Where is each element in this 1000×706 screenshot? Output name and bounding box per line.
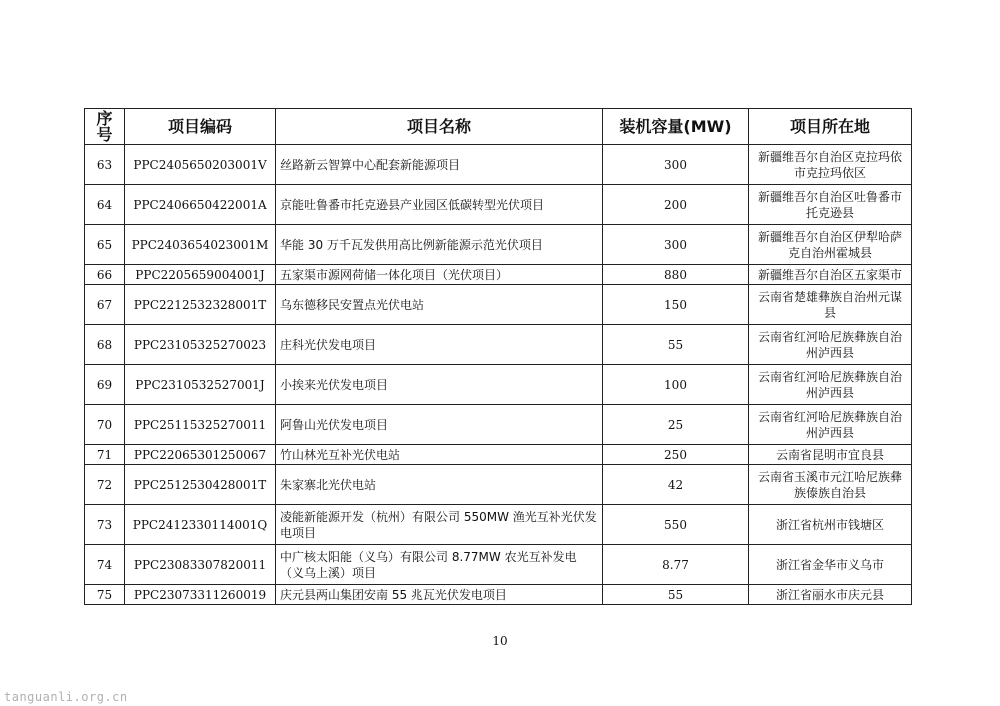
row-capacity: 300	[603, 145, 749, 185]
table-row	[85, 465, 912, 505]
project-table	[84, 108, 912, 605]
row-code: PPC23083307820011	[125, 545, 276, 585]
table-row	[85, 225, 912, 265]
row-name: 乌东德移民安置点光伏电站	[276, 285, 603, 325]
row-seq: 67	[85, 285, 125, 325]
row-location: 新疆维吾尔自治区五家渠市	[749, 265, 912, 285]
row-location: 云南省红河哈尼族彝族自治州泸西县	[749, 325, 912, 365]
row-name: 中广核太阳能（义乌）有限公司 8.77MW 农光互补发电（义乌上溪）项目	[276, 545, 603, 585]
row-name: 小挨来光伏发电项目	[276, 365, 603, 405]
table-row	[85, 585, 912, 605]
row-name: 阿鲁山光伏发电项目	[276, 405, 603, 445]
table-row	[85, 545, 912, 585]
row-code: PPC2310532527001J	[125, 365, 276, 405]
row-location: 新疆维吾尔自治区克拉玛依市克拉玛依区	[749, 145, 912, 185]
row-capacity: 100	[603, 365, 749, 405]
row-code: PPC2205659004001J	[125, 265, 276, 285]
row-capacity: 200	[603, 185, 749, 225]
row-code: PPC22065301250067	[125, 445, 276, 465]
row-seq: 63	[85, 145, 125, 185]
table-row	[85, 325, 912, 365]
row-name: 华能 30 万千瓦发供用高比例新能源示范光伏项目	[276, 225, 603, 265]
header-seq: 序号	[85, 109, 125, 145]
header-name: 项目名称	[276, 109, 603, 145]
row-seq: 66	[85, 265, 125, 285]
row-location: 浙江省杭州市钱塘区	[749, 505, 912, 545]
row-name: 五家渠市源网荷储一体化项目（光伏项目）	[276, 265, 603, 285]
row-code: PPC25115325270011	[125, 405, 276, 445]
watermark: tanguanli.org.cn	[4, 690, 128, 704]
row-capacity: 25	[603, 405, 749, 445]
header-code: 项目编码	[125, 109, 276, 145]
row-capacity: 880	[603, 265, 749, 285]
row-code: PPC2412330114001Q	[125, 505, 276, 545]
table-row	[85, 145, 912, 185]
row-location: 云南省昆明市宜良县	[749, 445, 912, 465]
table-row	[85, 445, 912, 465]
row-seq: 65	[85, 225, 125, 265]
row-code: PPC23105325270023	[125, 325, 276, 365]
row-seq: 75	[85, 585, 125, 605]
table-row	[85, 285, 912, 325]
row-seq: 68	[85, 325, 125, 365]
row-location: 云南省玉溪市元江哈尼族彝族傣族自治县	[749, 465, 912, 505]
row-seq: 64	[85, 185, 125, 225]
row-capacity: 250	[603, 445, 749, 465]
row-location: 云南省红河哈尼族彝族自治州泸西县	[749, 405, 912, 445]
table-row	[85, 365, 912, 405]
row-capacity: 8.77	[603, 545, 749, 585]
table-row	[85, 265, 912, 285]
row-seq: 71	[85, 445, 125, 465]
row-code: PPC2212532328001T	[125, 285, 276, 325]
row-capacity: 300	[603, 225, 749, 265]
table-row	[85, 405, 912, 445]
row-seq: 72	[85, 465, 125, 505]
row-location: 浙江省金华市义乌市	[749, 545, 912, 585]
row-location: 新疆维吾尔自治区伊犁哈萨克自治州霍城县	[749, 225, 912, 265]
row-name: 庄科光伏发电项目	[276, 325, 603, 365]
header-location: 项目所在地	[749, 109, 912, 145]
row-capacity: 150	[603, 285, 749, 325]
row-capacity: 550	[603, 505, 749, 545]
row-capacity: 42	[603, 465, 749, 505]
row-location: 云南省红河哈尼族彝族自治州泸西县	[749, 365, 912, 405]
row-capacity: 55	[603, 585, 749, 605]
row-location: 云南省楚雄彝族自治州元谋县	[749, 285, 912, 325]
row-location: 新疆维吾尔自治区吐鲁番市托克逊县	[749, 185, 912, 225]
row-code: PPC2406650422001A	[125, 185, 276, 225]
row-code: PPC2512530428001T	[125, 465, 276, 505]
row-name: 凌能新能源开发（杭州）有限公司 550MW 渔光互补光伏发电项目	[276, 505, 603, 545]
row-name: 朱家寨北光伏电站	[276, 465, 603, 505]
row-code: PPC2405650203001V	[125, 145, 276, 185]
row-capacity: 55	[603, 325, 749, 365]
row-name: 京能吐鲁番市托克逊县产业园区低碳转型光伏项目	[276, 185, 603, 225]
row-name: 竹山林光互补光伏电站	[276, 445, 603, 465]
table-row	[85, 185, 912, 225]
table-header-row	[85, 109, 912, 145]
header-capacity: 装机容量(MW)	[603, 109, 749, 145]
row-code: PPC23073311260019	[125, 585, 276, 605]
row-seq: 69	[85, 365, 125, 405]
row-code: PPC2403654023001M	[125, 225, 276, 265]
row-name: 丝路新云智算中心配套新能源项目	[276, 145, 603, 185]
row-seq: 70	[85, 405, 125, 445]
table-row	[85, 505, 912, 545]
row-name: 庆元县两山集团安南 55 兆瓦光伏发电项目	[276, 585, 603, 605]
row-seq: 73	[85, 505, 125, 545]
row-seq: 74	[85, 545, 125, 585]
page-number: 10	[492, 634, 508, 648]
row-location: 浙江省丽水市庆元县	[749, 585, 912, 605]
